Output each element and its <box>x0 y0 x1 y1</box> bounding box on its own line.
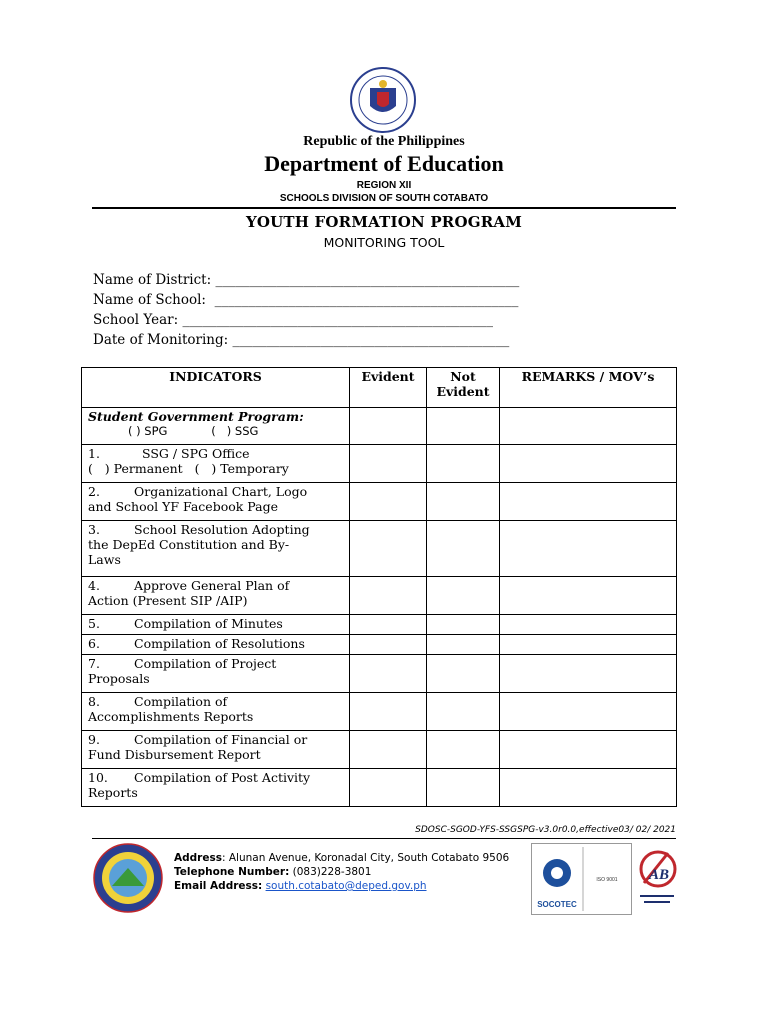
program-title: YOUTH FORMATION PROGRAM <box>245 213 523 231</box>
indicator-line: Compilation of Financial or <box>134 732 308 747</box>
indicator-line: Action (Present SIP /AIP) <box>88 593 248 608</box>
email-label: Email Address: <box>174 880 263 892</box>
monitoring-date-field[interactable] <box>93 332 509 348</box>
remarks-cell[interactable] <box>500 655 677 693</box>
evident-cell[interactable] <box>350 521 427 577</box>
indicator-cell <box>82 769 350 807</box>
evident-cell[interactable] <box>350 615 427 635</box>
indicator-cell <box>82 635 350 655</box>
footer-divider <box>92 838 676 839</box>
email-link[interactable]: south.cotabato@deped.gov.ph <box>265 880 427 892</box>
district-field[interactable] <box>93 272 519 288</box>
republic-heading: Republic of the Philippines <box>303 134 465 149</box>
address-value: : Alunan Avenue, Koronadal City, South Cotabato 9506 <box>221 852 510 864</box>
row-number: 1. <box>88 446 100 461</box>
socotec-iso-logo <box>531 843 632 915</box>
remarks-cell[interactable] <box>500 769 677 807</box>
evident-cell[interactable] <box>350 635 427 655</box>
indicator-cell <box>82 731 350 769</box>
indicator-line: SSG / SPG Office <box>142 446 250 461</box>
district-line: _____________________________________________ <box>215 272 520 288</box>
school-field[interactable] <box>93 292 518 308</box>
footer-phone <box>174 866 371 878</box>
evident-cell[interactable] <box>350 445 427 483</box>
phone-value: (083)228-3801 <box>289 866 372 878</box>
table-row <box>82 521 677 577</box>
not-evident-cell[interactable] <box>427 521 500 577</box>
table-row <box>82 769 677 807</box>
school-line: _____________________________________________ <box>210 292 519 308</box>
monitoring-date-label: Date of Monitoring: <box>93 332 229 348</box>
indicator-line: Fund Disbursement Report <box>88 747 261 762</box>
not-evident-cell[interactable] <box>427 483 500 521</box>
indicator-line: the DepEd Constitution and By- <box>88 537 290 552</box>
not-evident-cell[interactable] <box>427 615 500 635</box>
indicator-cell <box>82 445 350 483</box>
indicator-line: Compilation of Project <box>134 656 277 671</box>
table-row <box>82 483 677 521</box>
indicator-line: and School YF Facebook Page <box>88 499 278 514</box>
indicator-line: School Resolution Adopting <box>134 522 310 537</box>
indicator-line: Compilation of Post Activity <box>134 770 311 785</box>
row-number: 3. <box>88 522 100 537</box>
remarks-cell[interactable] <box>500 731 677 769</box>
indicator-line[interactable]: ( ) Permanent ( ) Temporary <box>88 461 289 476</box>
school-year-line: ______________________________________________ <box>182 312 493 328</box>
not-evident-header: Not Evident <box>427 368 500 408</box>
indicator-cell <box>82 615 350 635</box>
table-row <box>82 693 677 731</box>
table-row <box>82 615 677 635</box>
tool-subtitle: MONITORING TOOL <box>323 235 445 250</box>
header-divider <box>92 207 676 209</box>
socotec-text: SOCOTEC <box>537 900 577 909</box>
table-row <box>82 655 677 693</box>
table-row <box>82 731 677 769</box>
indicator-line: Approve General Plan of <box>134 578 290 593</box>
region-label: REGION XII <box>356 180 412 191</box>
section-options[interactable]: ( ) SPG ( ) SSG <box>128 424 259 438</box>
indicator-line: Reports <box>88 785 138 800</box>
remarks-header: REMARKS / MOV’s <box>500 368 677 408</box>
indicator-cell <box>82 693 350 731</box>
district-label: Name of District: <box>93 272 212 288</box>
indicators-table <box>81 367 677 807</box>
monitoring-date-line: _________________________________________ <box>232 332 510 348</box>
remarks-cell[interactable] <box>500 693 677 731</box>
footer-address <box>174 852 509 864</box>
not-evident-cell[interactable] <box>427 445 500 483</box>
indicator-line: Accomplishments Reports <box>88 709 254 724</box>
remarks-cell[interactable] <box>500 615 677 635</box>
not-evident-cell[interactable] <box>427 693 500 731</box>
indicator-cell <box>82 655 350 693</box>
section-row <box>82 408 677 445</box>
school-label: Name of School: <box>93 292 206 308</box>
row-number: 4. <box>88 578 100 593</box>
table-row <box>82 445 677 483</box>
evident-cell[interactable] <box>350 769 427 807</box>
indicator-cell <box>82 483 350 521</box>
row-number: 5. <box>88 616 100 631</box>
row-number: 6. <box>88 636 100 651</box>
evident-header: Evident <box>350 368 427 408</box>
table-header-row <box>82 368 677 408</box>
row-number: 2. <box>88 484 100 499</box>
address-label: Address <box>174 852 222 864</box>
evident-cell[interactable] <box>350 483 427 521</box>
not-evident-cell[interactable] <box>427 408 500 445</box>
indicator-line: Proposals <box>88 671 150 686</box>
not-evident-cell[interactable] <box>427 769 500 807</box>
remarks-cell[interactable] <box>500 577 677 615</box>
not-evident-cell[interactable] <box>427 655 500 693</box>
indicator-cell <box>82 521 350 577</box>
footer-email <box>174 880 427 892</box>
not-evident-cell[interactable] <box>427 731 500 769</box>
table-row <box>82 577 677 615</box>
evident-cell[interactable] <box>350 577 427 615</box>
document-reference: SDOSC-SGOD-YFS-SSGSPG-v3.0r0.0,effective03/ 02/ 2021 <box>415 825 676 835</box>
indicators-header: INDICATORS <box>82 368 350 408</box>
school-year-field[interactable] <box>93 312 493 328</box>
ab-accreditation-logo <box>636 845 678 915</box>
division-seal-logo <box>92 842 164 914</box>
department-heading: Department of Education <box>264 151 504 176</box>
remarks-cell[interactable] <box>500 483 677 521</box>
evident-cell[interactable] <box>350 655 427 693</box>
ab-text: AB <box>648 867 670 883</box>
iso-text: ISO 9001 <box>596 877 618 883</box>
table-row <box>82 635 677 655</box>
indicator-cell <box>82 577 350 615</box>
row-number: 9. <box>88 732 100 747</box>
deped-seal-logo <box>346 66 420 134</box>
evident-cell[interactable] <box>350 693 427 731</box>
indicator-line: Laws <box>88 552 121 567</box>
not-evident-cell[interactable] <box>427 577 500 615</box>
remarks-cell[interactable] <box>500 445 677 483</box>
evident-cell[interactable] <box>350 731 427 769</box>
indicator-line: Organizational Chart, Logo <box>134 484 308 499</box>
school-year-label: School Year: <box>93 312 179 328</box>
section-title: Student Government Program: <box>88 409 304 424</box>
division-label: SCHOOLS DIVISION OF SOUTH COTABATO <box>279 193 489 204</box>
section-cell <box>82 408 350 445</box>
remarks-cell[interactable] <box>500 635 677 655</box>
remarks-cell[interactable] <box>500 521 677 577</box>
indicator-line: Compilation of Resolutions <box>134 636 305 651</box>
row-number: 10. <box>88 770 108 785</box>
phone-label: Telephone Number: <box>174 866 290 878</box>
indicator-line: Compilation of <box>134 694 228 709</box>
remarks-cell[interactable] <box>500 408 677 445</box>
not-evident-cell[interactable] <box>427 635 500 655</box>
row-number: 7. <box>88 656 100 671</box>
row-number: 8. <box>88 694 100 709</box>
evident-cell[interactable] <box>350 408 427 445</box>
indicator-line: Compilation of Minutes <box>134 616 283 631</box>
